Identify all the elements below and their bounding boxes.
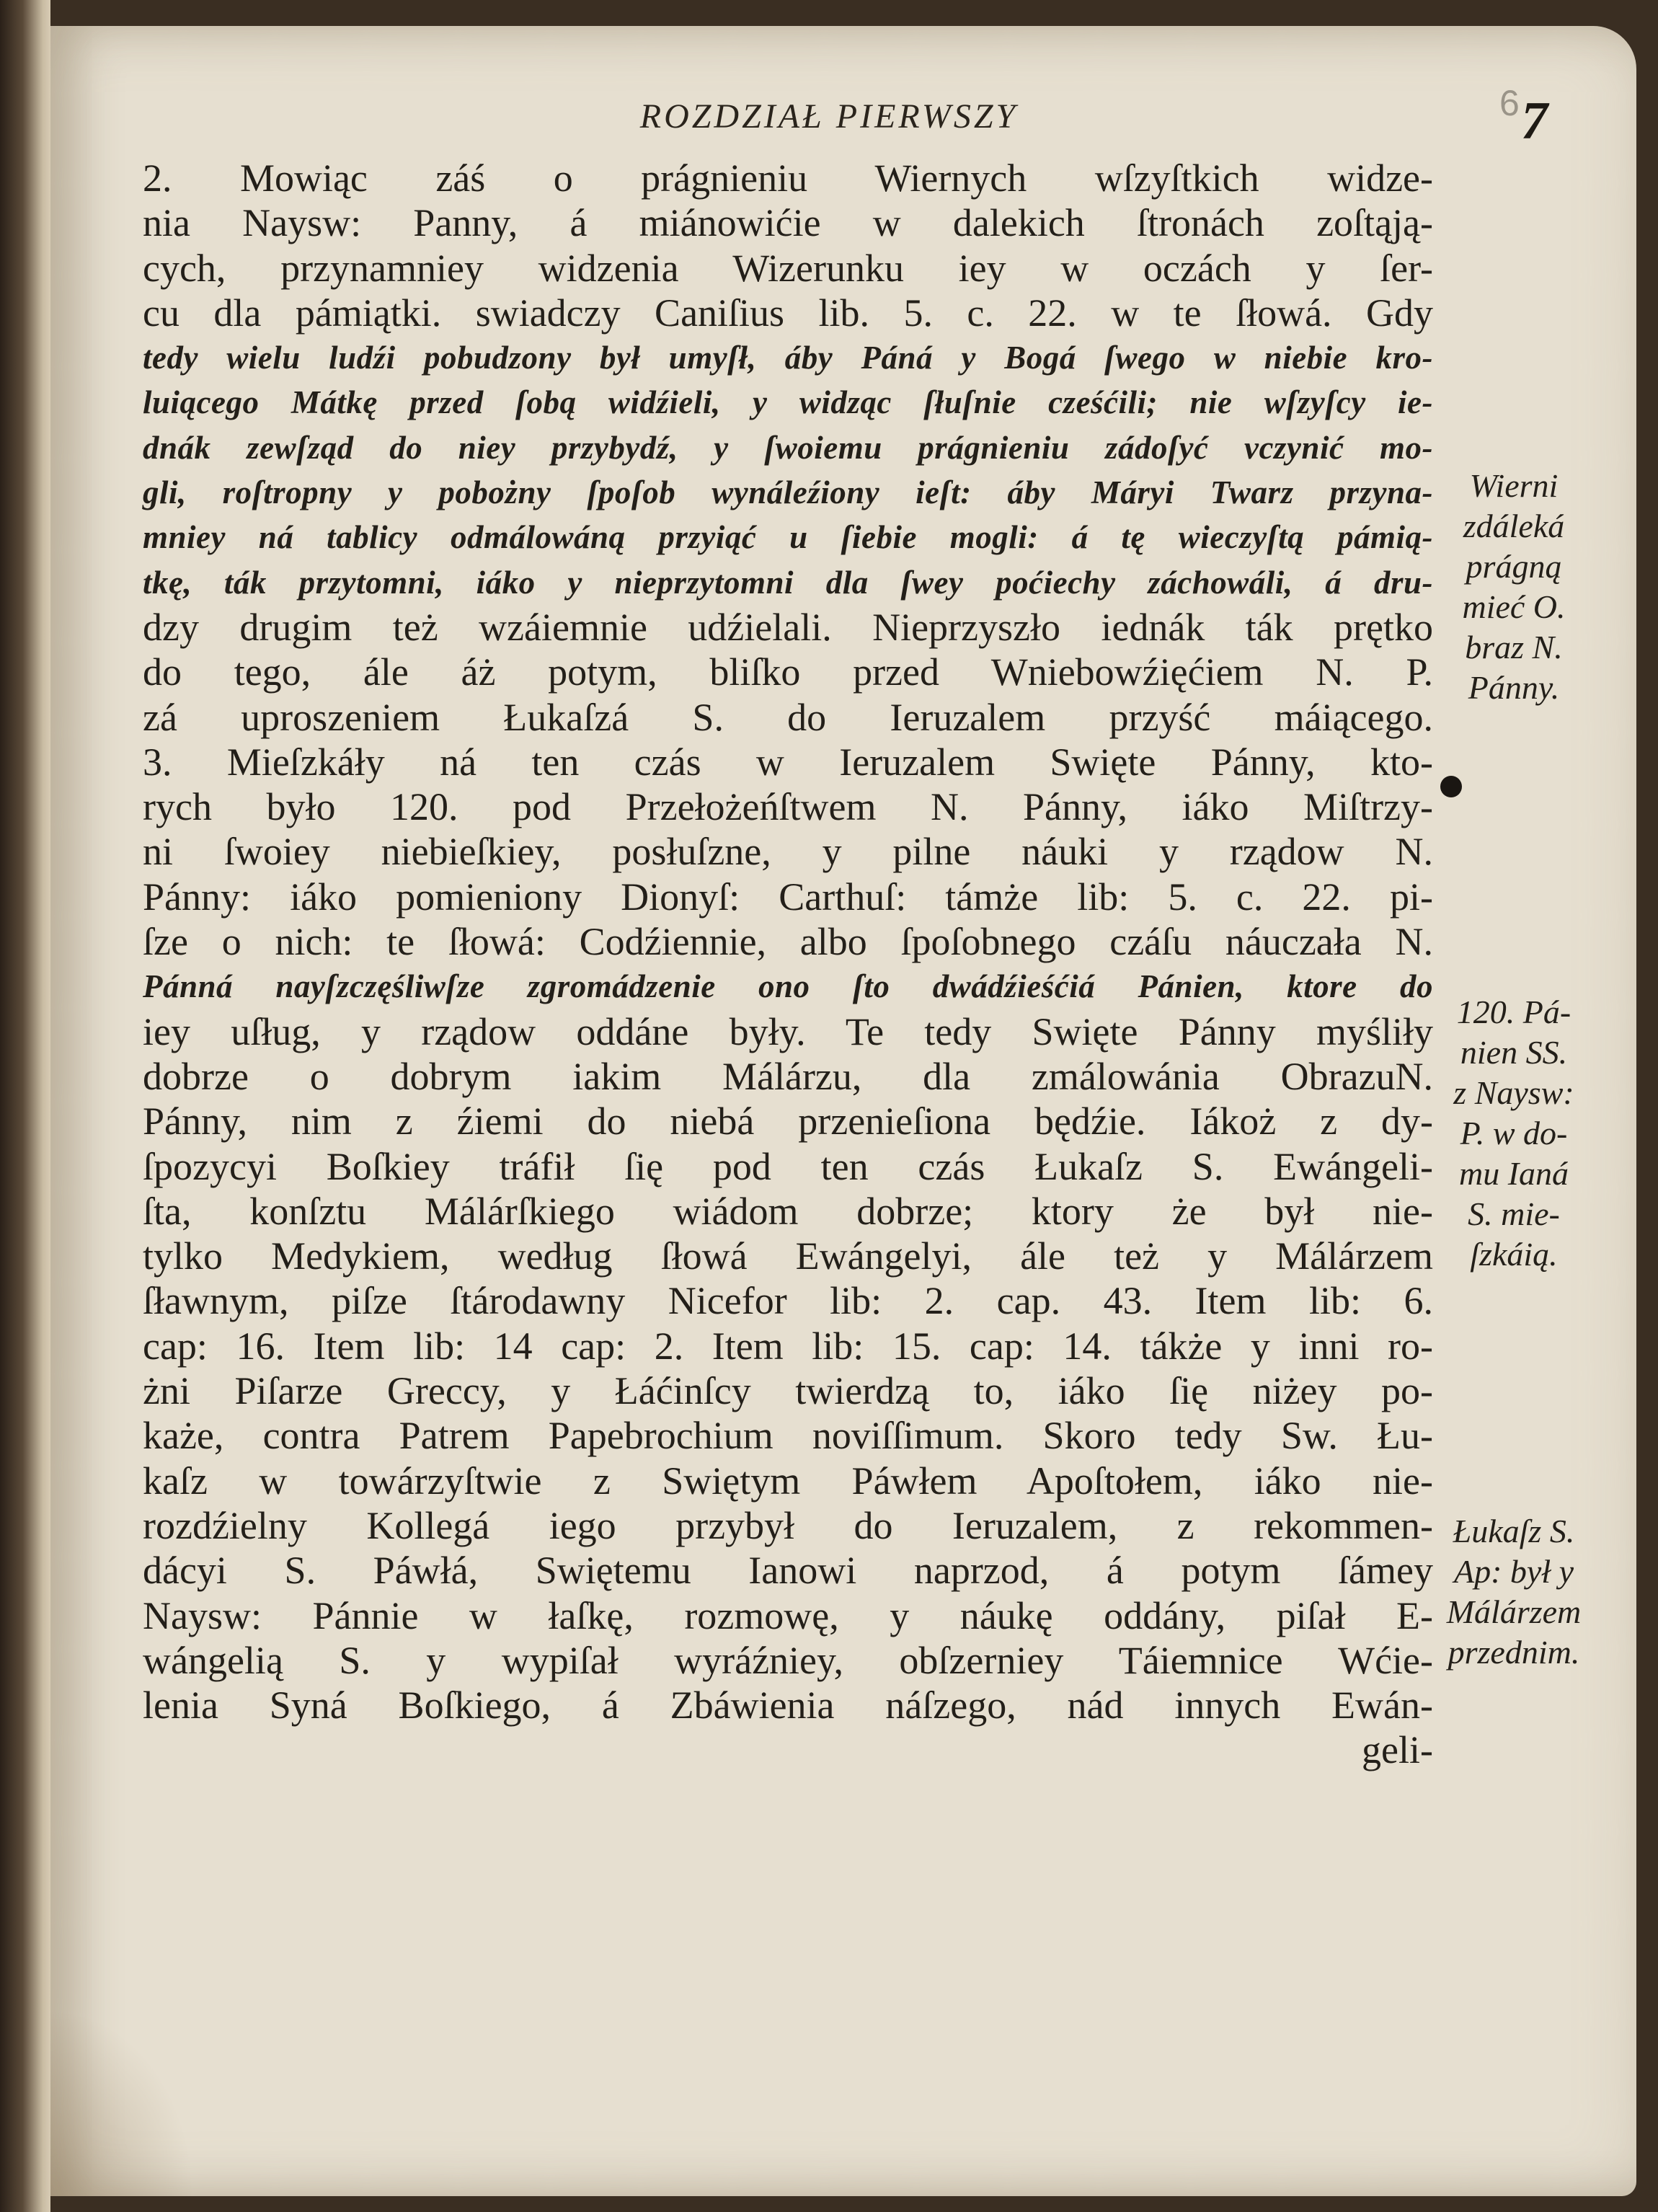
text-line: dácyi S. Páwłá, Swiętemu Ianowi naprzod, á potym ſámey	[143, 1549, 1433, 1593]
margin-note-line: S. mie-	[1468, 1195, 1560, 1232]
margin-note-line: nien SS.	[1460, 1034, 1568, 1071]
text-line: każe, contra Patrem Papebrochium noviſſimum. Skoro tedy Sw. Łu-	[143, 1414, 1433, 1458]
text-line: 3. Mieſzkáły ná ten czás w Ieruzalem Swięte Pánny, kto-	[143, 740, 1433, 784]
margin-note-line: z Naysw:	[1453, 1074, 1574, 1111]
margin-note-line: braz N.	[1465, 629, 1563, 665]
margin-note-line: ſzkáią.	[1470, 1236, 1558, 1273]
text-line: mniey ná tablicy odmálowáną przyiąć u ſiebie mogli: á tę wieczyſtą pámią-	[143, 519, 1433, 556]
text-line: żni Piſarze Greccy, y Łáćinſcy twierdzą to, iáko ſię niżey po-	[143, 1369, 1433, 1413]
text-line: do tego, ále áż potym, bliſko przed Wniebowźięćiem N. P.	[143, 650, 1433, 694]
margin-note-line: prágną	[1466, 548, 1562, 585]
text-line: dzy drugim też wzáiemnie udźielali. Nieprzyszło iednák ták prętko	[143, 605, 1433, 649]
ink-dot	[1440, 776, 1462, 797]
text-line: Pánná nayſzczęśliwſze zgromádzenie ono ſto dwádźieśćiá Pánien, ktore do	[143, 968, 1433, 1005]
text-line: cu dla pámiątki. swiadczy Caniſius lib. 5. c. 22. w te ſłowá. Gdy	[143, 291, 1433, 335]
text-line: iey uſług, y rządow oddáne były. Te tedy Swięte Pánny myśliły	[143, 1009, 1433, 1053]
text-line: Pánny: iáko pomieniony Dionyſ: Carthuſ: támże lib: 5. c. 22. pi-	[143, 875, 1433, 919]
body-text	[143, 156, 1433, 1773]
text-line: rozdźielny Kollegá iego przybył do Ieruzalem, z rekommen-	[143, 1503, 1433, 1547]
running-title: ROZDZIAŁ PIERWSZY	[639, 97, 1019, 136]
text-line: geli-	[1362, 1728, 1433, 1772]
text-line: tylko Medykiem, według ſłowá Ewángelyi, ále też y Málárzem	[143, 1234, 1433, 1278]
margin-note-line: P. w do-	[1460, 1115, 1568, 1151]
text-line: tedy wielu ludźi pobudzony był umyſł, áby Páná y Bogá ſwego w niebie kro-	[143, 340, 1433, 376]
text-line: 2. Mowiąc záś o prágnieniu Wiernych wſzyſtkich widze-	[143, 156, 1433, 200]
pencil-page-note: 6	[1499, 83, 1520, 123]
text-line: ni ſwoiey niebieſkiey, posłuſzne, y pilne náuki y rządow N.	[143, 830, 1433, 874]
text-line: cych, przynamniey widzenia Wizerunku iey w oczách y ſer-	[143, 246, 1433, 290]
text-line: zá uproszeniem Łukaſzá S. do Ieruzalem przyść máiącego.	[143, 695, 1433, 739]
margin-note-line: mu Ianá	[1458, 1155, 1569, 1192]
margin-note-line: Pánny.	[1468, 669, 1560, 706]
text-line: kaſz w towárzyſtwie z Swiętym Páwłem Apoſtołem, iáko nie-	[143, 1459, 1433, 1503]
margin-note-line: Łukaſz S.	[1453, 1513, 1575, 1549]
text-line: cap: 16. Item lib: 14 cap: 2. Item lib: 15. cap: 14. tákże y inni ro-	[143, 1324, 1433, 1368]
margin-note-virgins	[1427, 992, 1600, 1275]
text-line: ſpozycyi Boſkiey tráfił ſię pod ten czás Łukaſz S. Ewángeli-	[143, 1144, 1433, 1188]
text-line: dobrze o dobrym iakim Málárzu, dla zmálowánia ObrazuN.	[143, 1054, 1433, 1098]
margin-note-line: Wierni	[1469, 467, 1559, 504]
page-number: 7	[1521, 92, 1548, 151]
margin-note-line: mieć O.	[1462, 588, 1566, 625]
text-line: Pánny, nim z źiemi do niebá przenieſiona będźie. Iákoż z dy-	[143, 1100, 1433, 1143]
text-line: gli, roſtropny y pobożny ſpoſob wynáleźiony ieſt: áby Máryi Twarz przyna-	[143, 474, 1433, 511]
text-line: ſławnym, piſze ſtárodawny Nicefor lib: 2. cap. 43. Item lib: 6.	[143, 1279, 1433, 1323]
margin-note-luke	[1427, 1511, 1600, 1673]
book-page	[50, 26, 1636, 2196]
margin-note-line: przednim.	[1448, 1634, 1580, 1671]
margin-note-line: zdáleká	[1463, 508, 1565, 544]
text-line: lenia Syná Boſkiego, á Zbáwienia náſzego, nád innych Ewán-	[143, 1684, 1433, 1727]
text-line: rych było 120. pod Przełożeńſtwem N. Pánny, iáko Miſtrzy-	[143, 785, 1433, 829]
margin-note-line: Ap: był y	[1453, 1553, 1574, 1590]
text-line: Naysw: Pánnie w łaſkę, rozmowę, y náukę oddány, piſał E-	[143, 1593, 1433, 1637]
margin-note-line: Málárzem	[1446, 1593, 1582, 1630]
margin-note-line: 120. Pá-	[1456, 994, 1571, 1030]
text-line: dnák zewſząd do niey przybydź, y ſwoiemu prágnieniu zádoſyć vczynić mo-	[143, 429, 1433, 466]
margin-note-faithful	[1427, 466, 1600, 708]
text-line: wángelią S. y wypiſał wyráźniey, obſzerniey Táiemnice Wćie-	[143, 1638, 1433, 1682]
text-line: luiącego Mátkę przed ſobą widźieli, y widząc ſłuſnie cześćili; nie wſzyſcy ie-	[143, 384, 1433, 421]
text-line: tkę, ták przytomni, iáko y nieprzytomni dla ſwey poćiechy záchowáli, á dru-	[143, 564, 1433, 601]
text-line: ſta, konſztu Málárſkiego wiádom dobrze; ktory że był nie-	[143, 1189, 1433, 1233]
book-binding	[0, 0, 50, 2212]
paper-stain	[50, 2009, 195, 2196]
text-line: ſze o nich: te ſłowá: Codźiennie, albo ſpoſobnego czáſu náuczała N.	[143, 920, 1433, 964]
text-line: nia Naysw: Panny, á miánowićie w dalekich ſtronách zoſtąją-	[143, 201, 1433, 245]
